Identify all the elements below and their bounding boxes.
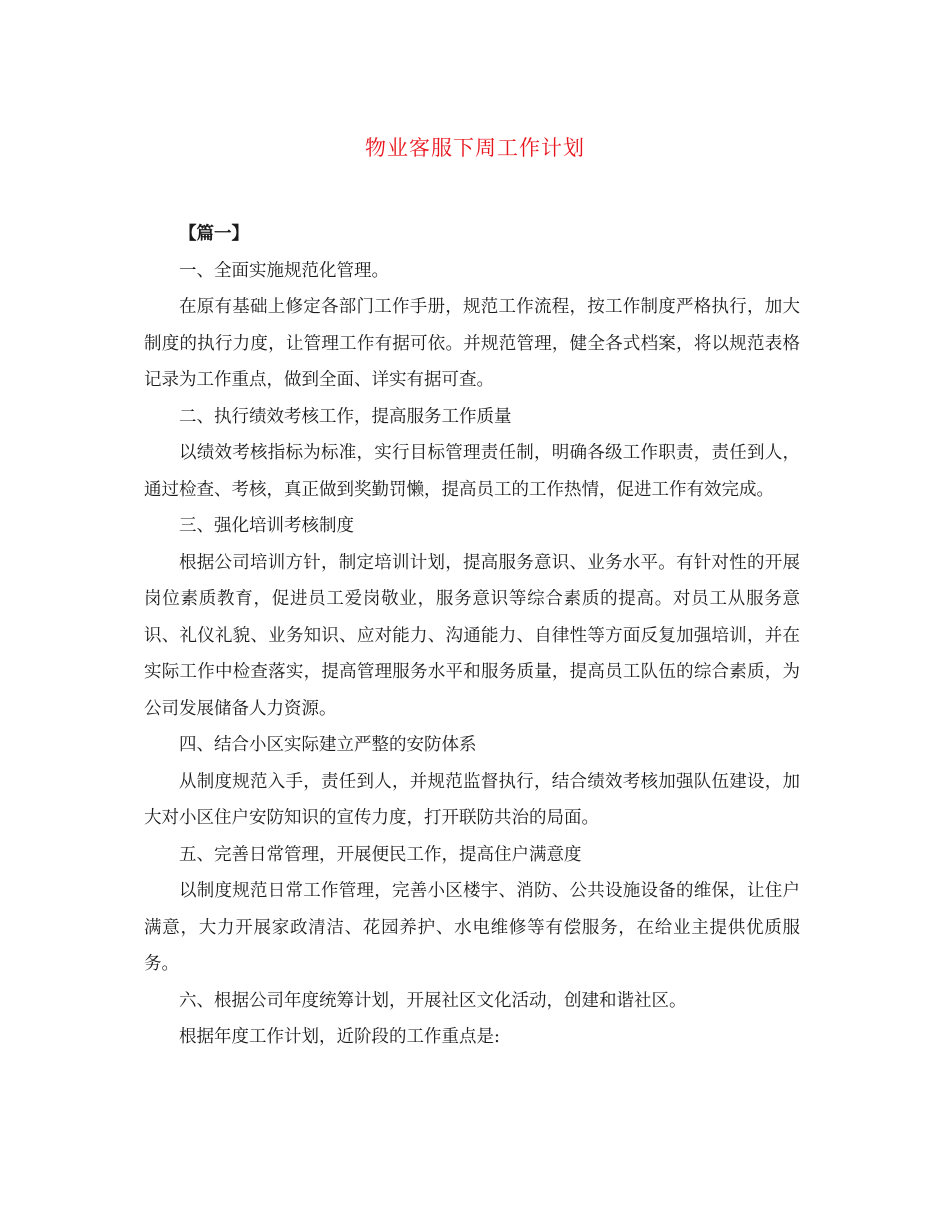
paragraph-2: 以绩效考核指标为标准，实行目标管理责任制，明确各级工作职责，责任到人，通过检查、考核，真正做到奖勤罚懒，提高员工的工作热情，促进工作有效完成。	[144, 443, 800, 500]
paragraph-1: 在原有基础上修定各部门工作手册，规范工作流程，按工作制度严格执行，加大制度的执行力度，让管理工作有据可依。并规范管理，健全各式档案，将以规范表格记录为工作重点，做到全面、详实有据可查。	[144, 297, 800, 390]
paragraph-4: 从制度规范入手，责任到人，并规范监督执行，结合绩效考核加强队伍建设，加大对小区住户安防知识的宣传力度，打开联防共治的局面。	[144, 771, 800, 828]
section-heading-1: 一、全面实施规范化管理。	[179, 260, 389, 281]
section-tag: 【篇一】	[179, 224, 249, 244]
section-heading-5: 五、完善日常管理，开展便民工作，提高住户满意度	[179, 844, 582, 865]
section-heading-6: 六、根据公司年度统筹计划，开展社区文化活动，创建和谐社区。	[179, 990, 687, 1011]
paragraph-5: 以制度规范日常工作管理，完善小区楼宇、消防、公共设施设备的维保，让住户满意，大力开展家政清洁、花园养护、水电维修等有偿服务，在给业主提供优质服务。	[144, 881, 800, 974]
document-title: 物业客服下周工作计划	[365, 136, 585, 160]
paragraph-3: 根据公司培训方针，制定培训计划，提高服务意识、业务水平。有针对性的开展岗位素质教育，促进员工爱岗敬业，服务意识等综合素质的提高。对员工从服务意识、礼仪礼貌、业务知识、应对能力、沟通能力、自律性等方面反复加强培训，并在实际工作中检查落实，提高管理服务水平和服务质量，提高员工队伍的综合素质，为公司发展储备人力资源。	[144, 552, 800, 719]
section-heading-2: 二、执行绩效考核工作，提高服务工作质量	[179, 406, 512, 427]
document-body	[144, 216, 800, 1056]
section-heading-3: 三、强化培训考核制度	[179, 516, 354, 536]
paragraph-6: 根据年度工作计划，近阶段的工作重点是:	[179, 1027, 500, 1047]
section-heading-4: 四、结合小区实际建立严整的安防体系	[179, 735, 477, 755]
